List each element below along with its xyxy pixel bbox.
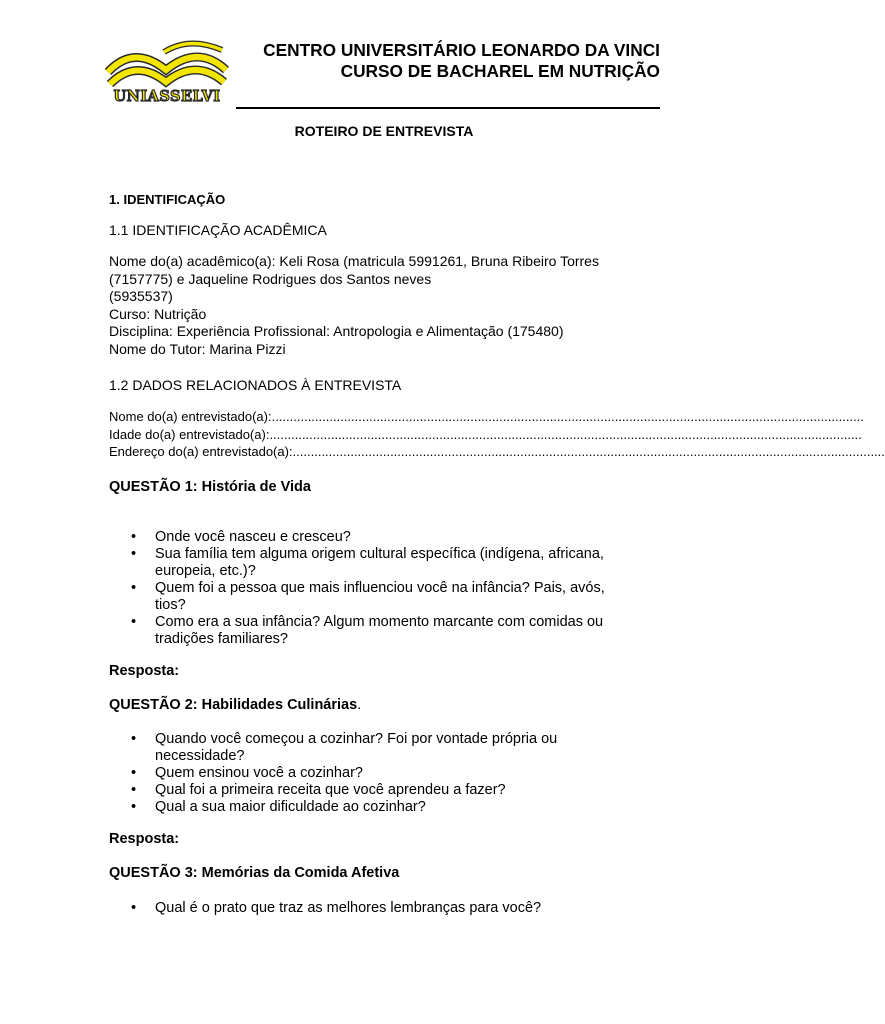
course-name: CURSO DE BACHAREL EM NUTRIÇÃO bbox=[340, 61, 660, 81]
uniasselvi-logo bbox=[104, 40, 230, 106]
interviewee-age-field bbox=[109, 426, 862, 444]
bullet-icon: • bbox=[131, 765, 137, 781]
bullet-icon: • bbox=[131, 529, 137, 545]
question-2-title: QUESTÃO 2: Habilidades Culinárias. bbox=[109, 697, 362, 713]
list-item: • Qual é o prato que traz as melhores lembranças para você? bbox=[131, 900, 542, 916]
question-3-title: QUESTÃO 3: Memórias da Comida Afetiva bbox=[109, 865, 400, 881]
academic-info-line: Disciplina: Experiência Profissional: Antropologia e Alimentação (175480) bbox=[109, 323, 564, 340]
academic-info-line: Nome do(a) acadêmico(a): Keli Rosa (matricula 5991261, Bruna Ribeiro Torres bbox=[109, 253, 599, 269]
question-1-title: QUESTÃO 1: História de Vida bbox=[109, 479, 311, 495]
academic-info-line: (5935537) bbox=[109, 288, 173, 305]
question-1-response-label: Resposta: bbox=[109, 663, 180, 679]
field-fill-line: .................................................................................................................................................................... bbox=[271, 409, 864, 424]
question-2-list bbox=[109, 731, 669, 816]
field-fill-line: .................................................................................................................................................................... bbox=[292, 444, 885, 459]
question-2-response-label: Resposta: bbox=[109, 831, 180, 847]
bullet-icon: • bbox=[131, 900, 137, 916]
academic-info-line: (7157775) e Jaqueline Rodrigues dos Santos neves bbox=[109, 270, 432, 287]
header-titles bbox=[238, 40, 660, 82]
interviewee-name-field bbox=[109, 408, 864, 426]
bullet-icon: • bbox=[131, 580, 137, 596]
academic-info bbox=[109, 253, 669, 359]
academic-identification-heading: 1.1 IDENTIFICAÇÃO ACADÊMICA bbox=[109, 222, 327, 238]
field-label: Endereço do(a) entrevistado(a): bbox=[109, 444, 293, 459]
bullet-icon: • bbox=[131, 731, 137, 747]
list-item: • Como era a sua infância? Algum momento marcante com comidas ou tradições familiares? bbox=[131, 614, 604, 647]
bullet-icon: • bbox=[131, 546, 137, 562]
interviewee-address-field bbox=[109, 443, 885, 461]
identification-heading: 1. IDENTIFICAÇÃO bbox=[109, 192, 226, 207]
list-item: • Qual a sua maior dificuldade ao cozinhar? bbox=[131, 799, 426, 815]
list-item: • Quem foi a pessoa que mais influenciou você na infância? Pais, avós, tios? bbox=[131, 580, 605, 613]
bullet-icon: • bbox=[131, 614, 137, 630]
field-label: Nome do(a) entrevistado(a): bbox=[109, 409, 272, 424]
question-3-list bbox=[109, 900, 669, 917]
list-item: • Qual foi a primeira receita que você aprendeu a fazer? bbox=[131, 782, 506, 798]
field-fill-line: .................................................................................................................................................................... bbox=[269, 427, 862, 442]
list-item: • Sua família tem alguma origem cultural específica (indígena, africana, europeia, etc.)? bbox=[131, 546, 604, 579]
institution-name: CENTRO UNIVERSITÁRIO LEONARDO DA VINCI bbox=[263, 40, 660, 60]
field-label: Idade do(a) entrevistado(a): bbox=[109, 427, 270, 442]
bullet-icon: • bbox=[131, 799, 137, 815]
open-book-logo-icon bbox=[104, 40, 230, 90]
interview-data-heading: 1.2 DADOS RELACIONADOS À ENTREVISTA bbox=[109, 377, 402, 393]
header-divider bbox=[236, 107, 660, 109]
list-item: • Quando você começou a cozinhar? Foi por vontade própria ou necessidade? bbox=[131, 731, 558, 764]
academic-info-line: Curso: Nutrição bbox=[109, 305, 207, 322]
academic-info-line: Nome do Tutor: Marina Pizzi bbox=[109, 340, 286, 357]
question-1-list bbox=[109, 529, 669, 648]
list-item: • Onde você nasceu e cresceu? bbox=[131, 529, 351, 545]
document-title: ROTEIRO DE ENTREVISTA bbox=[294, 123, 474, 139]
list-item: • Quem ensinou você a cozinhar? bbox=[131, 765, 363, 781]
logo-wordmark: UNIASSELVI bbox=[113, 88, 221, 105]
bullet-icon: • bbox=[131, 782, 137, 798]
